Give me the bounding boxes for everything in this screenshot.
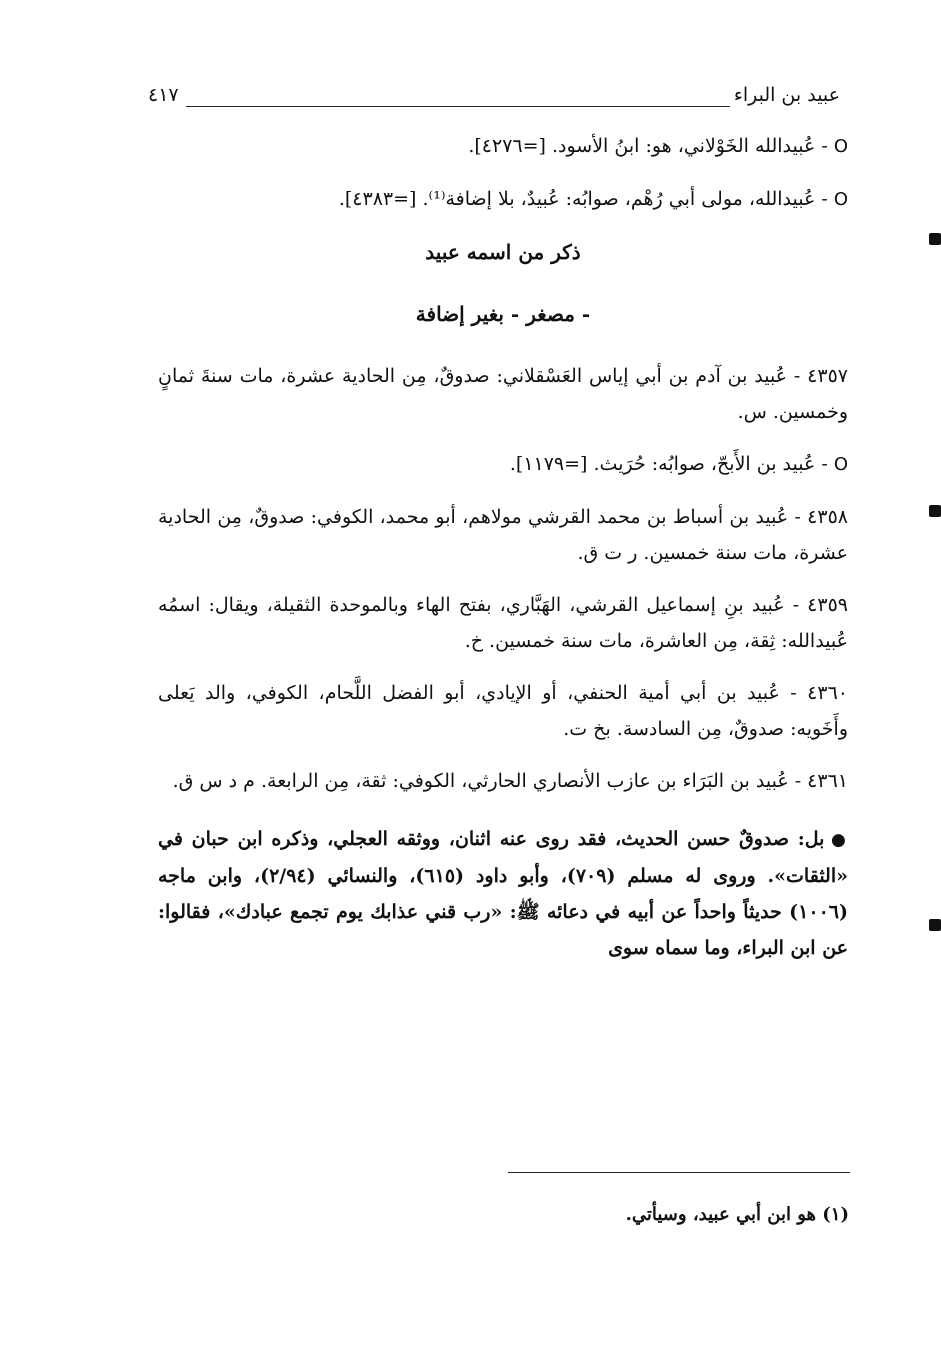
entry-text: - عُبيدالله، مولى أبي رُهْم، صوابُه: عُبيدٌ، بلا إضافة⁽¹⁾. [=٤٣٨٣]. (338, 188, 834, 210)
biography-entry: ٤٣٥٧ - عُبيد بن آدم بن أبي إياس العَسْقلاني: صدوقٌ، مِن الحادية عشرة، مات سنةَ ثمانٍ وخمسين. س. (158, 365, 848, 423)
circle-marker-icon: O (833, 136, 848, 157)
header-rule (186, 106, 730, 107)
page-number: ٤١٧ (148, 84, 179, 106)
footnote-rule (508, 1172, 850, 1173)
running-title: عبيد بن البراء (733, 84, 840, 106)
biography-entry: ٤٣٦١ - عُبيد بن البَرَاء بن عازب الأنصاري الحارثي، الكوفي: ثقة، مِن الرابعة. م د س ق. (172, 770, 848, 792)
margin-mark (929, 505, 941, 517)
footnote: (١) هو ابن أبي عبيد، وسيأتي. (625, 1204, 849, 1225)
page-body (158, 128, 848, 985)
biography-entry: ٤٣٥٩ - عُبيد بنِ إسماعيل القرشي، الهَبَّاري، بفتح الهاء وبالموحدة الثقيلة، ويقال: اسمُه عُبيدالله: ثِقة، مِن العاشرة، مات سنة خمسين. خ. (158, 594, 848, 652)
bullet-icon: ● (831, 830, 848, 850)
biography-entry: ٤٣٦٠ - عُبيد بن أبي أمية الحنفي، أو الإيادي، أبو الفضل اللَّحام، الكوفي، والد يَعلى وأَخَويه: صدوقٌ، مِن السادسة. بخ ت. (158, 682, 848, 740)
cross-reference-entry (158, 181, 848, 218)
commentary-paragraph (158, 821, 848, 966)
circle-marker-icon: O (833, 454, 848, 475)
page-header (148, 80, 840, 110)
entry-text: - عُبيد بن الأَبحّ، صوابُه: حُرَيث. [=١١٧٩]. (509, 453, 834, 475)
commentary-text: بل: صدوقٌ حسن الحديث، فقد روى عنه اثنان، ووثقه العجلي، وذكره ابن حبان في «الثقات». وروى له مسلم (٧٠٩)، وأبو داود (٦١٥)، والنسائي (٢/٩٤)، وابن ماجه (١٠٠٦) حديثاً واحداً عن أبيه في دعائه ﷺ: «رب قني عذابك يوم تجمع عبادك»، فقالوا: عن ابن البراء، وما سماه سوى (158, 828, 848, 959)
section-subtitle: - مصغر - بغير إضافة (415, 302, 591, 326)
biography-entry: ٤٣٥٨ - عُبيد بن أسباط بن محمد القرشي مولاهم، أبو محمد، الكوفي: صدوقٌ، مِن الحادية عشرة، مات سنة خمسين. ر ت ق. (158, 506, 848, 564)
cross-reference-entry (158, 446, 848, 483)
entry-text: - عُبيدالله الخَوْلاني، هو: ابنُ الأسود. [=٤٢٧٦]. (468, 135, 834, 157)
margin-mark (929, 233, 941, 245)
margin-mark (929, 919, 941, 931)
circle-marker-icon: O (833, 189, 848, 210)
cross-reference-entry (158, 128, 848, 165)
section-title: ذكر من اسمه عبيد (425, 240, 581, 264)
